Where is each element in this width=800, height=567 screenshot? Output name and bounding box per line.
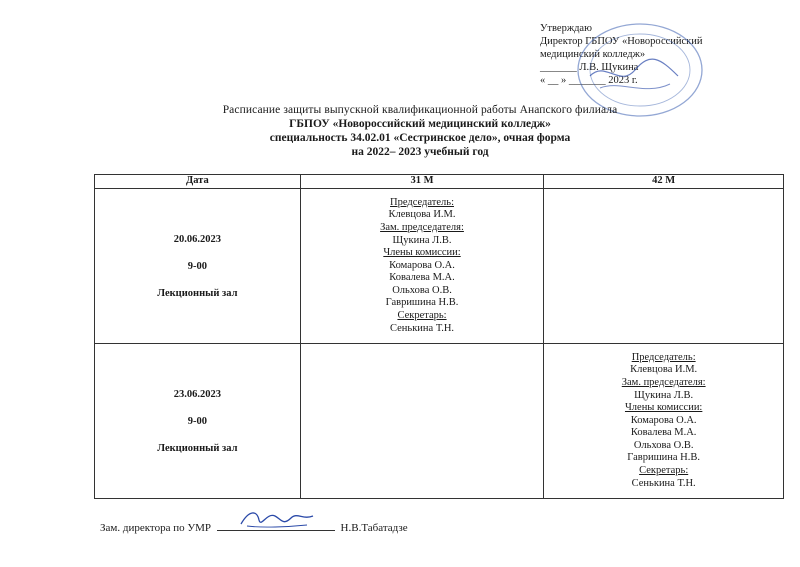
deputy-name: Щукина Л.В.: [392, 234, 452, 246]
member-name: Ольхова О.В.: [392, 284, 452, 296]
header-group-31m: 31 М: [300, 175, 544, 189]
footer-position: Зам. директора по УМР: [100, 522, 212, 534]
secretary-label: Секретарь:: [397, 310, 447, 322]
member-name: Гавришина Н.В.: [385, 297, 459, 309]
footer-name: Н.В.Табатадзе: [340, 522, 408, 534]
title-line-1: Расписание защиты выпускной квалификационной работы Анапского филиала: [222, 104, 618, 116]
header-group-42m: 42 М: [544, 175, 784, 189]
deputy-label: Зам. председателя:: [380, 221, 464, 233]
exam-time: 9-00: [187, 415, 207, 427]
commission-cell: [300, 189, 544, 344]
approval-line: _______ Л.В. Щукина: [540, 62, 639, 73]
chair-name: Клевцова И.М.: [388, 209, 456, 221]
member-name: Ковалева М.А.: [389, 272, 455, 284]
title-line-2: ГБПОУ «Новороссийский медицинский колледж»: [289, 118, 551, 130]
date-cell: [95, 189, 301, 344]
signature-line: [217, 520, 335, 531]
header-date: Дата: [95, 175, 301, 189]
deputy-name: Щукина Л.В.: [634, 389, 694, 401]
approval-line: « __ » _______ 2023 г.: [540, 75, 638, 86]
handwritten-signature: [237, 506, 317, 532]
exam-time: 9-00: [187, 260, 207, 272]
exam-place: Лекционный зал: [157, 442, 238, 454]
secretary-name: Сенькина Т.Н.: [631, 477, 696, 489]
table-header-row: [95, 175, 784, 189]
chair-label: Председатель:: [631, 351, 696, 363]
document-title: [120, 103, 720, 159]
title-line-3: специальность 34.02.01 «Сестринское дело», очная форма: [269, 132, 571, 144]
member-name: Комарова О.А.: [389, 259, 455, 271]
table-row: [95, 344, 784, 499]
chair-label: Председатель:: [390, 196, 454, 208]
members-label: Члены комиссии:: [383, 247, 461, 259]
date-cell: [95, 344, 301, 499]
chair-name: Клевцова И.М.: [630, 364, 698, 376]
exam-date: 20.06.2023: [173, 233, 221, 245]
approval-line: Утверждаю: [540, 23, 592, 34]
exam-place: Лекционный зал: [157, 287, 238, 299]
member-name: Комарова О.А.: [630, 414, 697, 426]
approval-line: Директор ГБПОУ «Новороссийский: [540, 36, 703, 47]
members-label: Члены комиссии:: [624, 402, 703, 414]
secretary-name: Сенькина Т.Н.: [390, 322, 455, 334]
schedule-table: [94, 174, 784, 499]
approval-line: медицинский колледж»: [540, 49, 646, 60]
member-name: Гавришина Н.В.: [627, 452, 701, 464]
title-line-4: на 2022– 2023 учебный год: [351, 146, 489, 158]
footer-signature: [100, 520, 408, 534]
empty-cell: [544, 189, 784, 344]
table-row: [95, 189, 784, 344]
secretary-label: Секретарь:: [639, 465, 689, 477]
empty-cell: [300, 344, 544, 499]
deputy-label: Зам. председателя:: [621, 376, 706, 388]
member-name: Ольхова О.В.: [633, 439, 694, 451]
member-name: Ковалева М.А.: [630, 427, 697, 439]
commission-cell: [544, 344, 784, 499]
exam-date: 23.06.2023: [173, 388, 221, 400]
